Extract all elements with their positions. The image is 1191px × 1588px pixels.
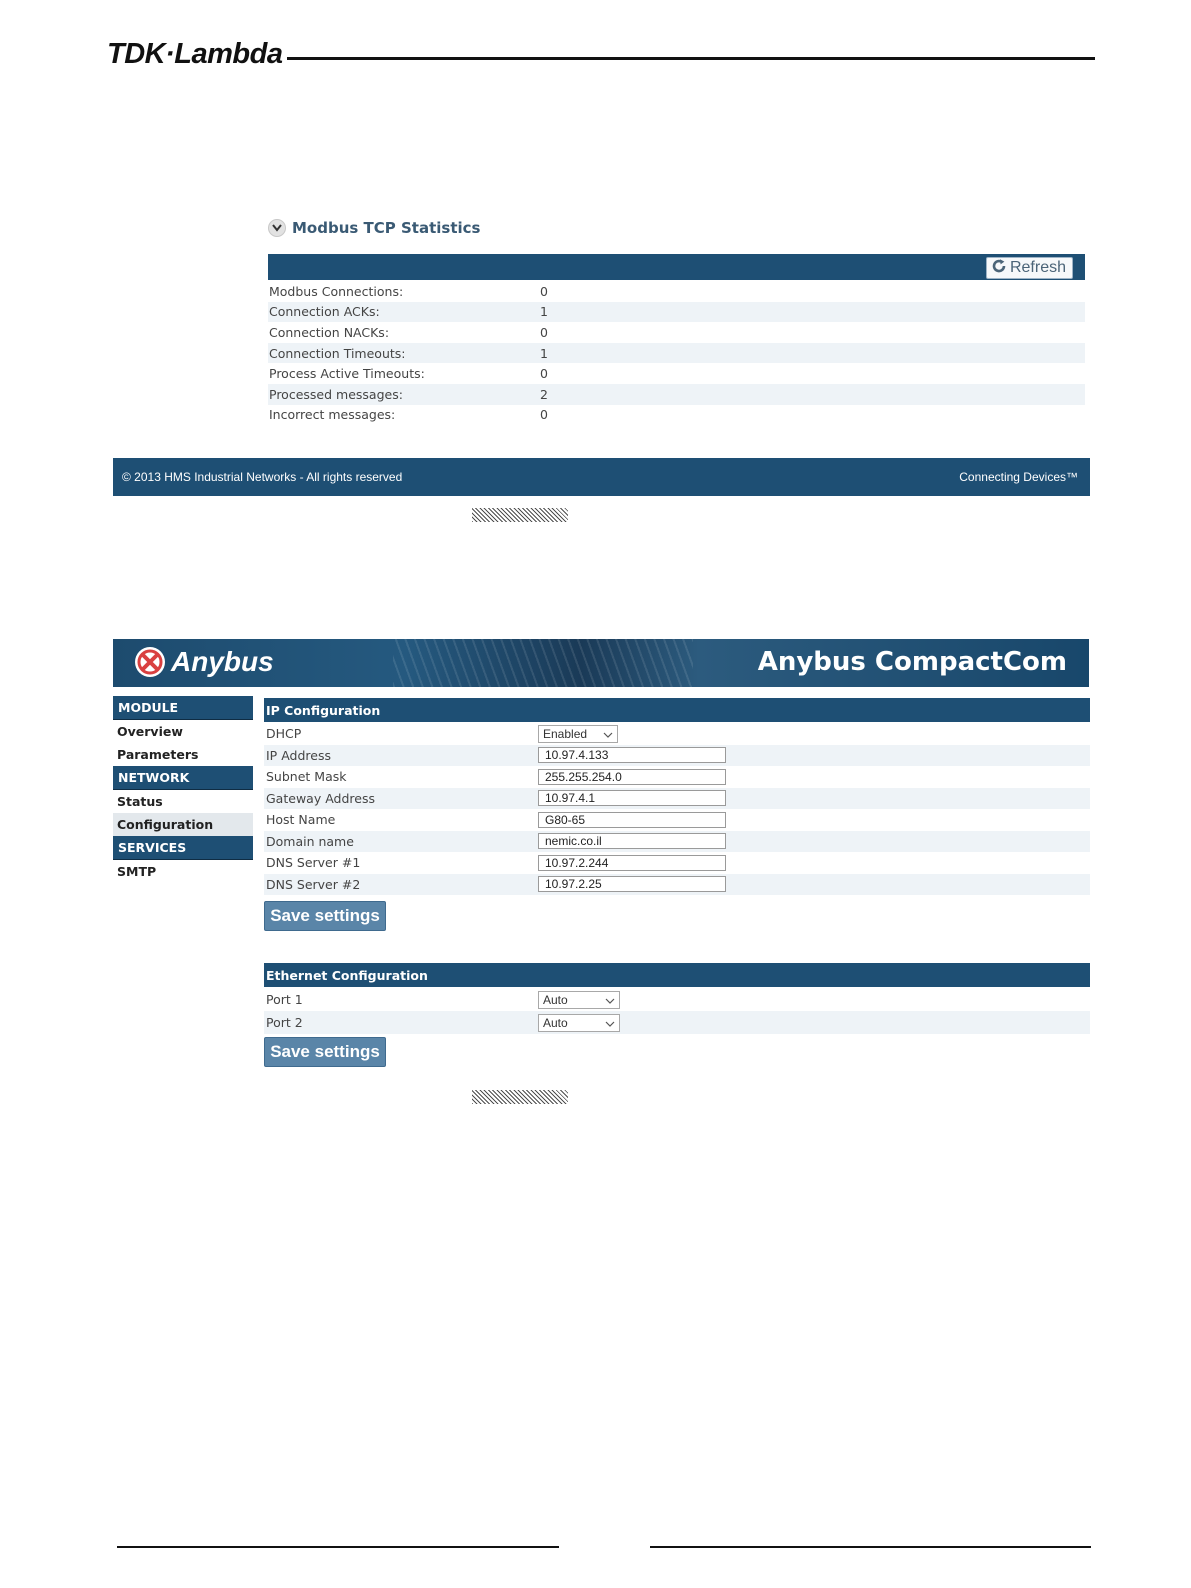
sidebar-item-smtp[interactable]: SMTP <box>117 864 157 879</box>
ip-address-field[interactable]: 10.97.4.133 <box>538 747 726 763</box>
table-row: Processed messages: 2 <box>268 384 1085 405</box>
dhcp-label: DHCP <box>266 726 302 742</box>
nav-heading-network: NETWORK <box>113 766 253 790</box>
table-row: Connection Timeouts: 1 <box>268 343 1085 364</box>
tagline-text: Connecting Devices™ <box>959 470 1078 484</box>
anybus-logo-icon <box>135 647 165 677</box>
form-row: DNS Server #2 10.97.2.25 <box>264 874 1090 896</box>
anybus-banner <box>113 639 1089 687</box>
form-row-port-2: Port 2 Auto <box>264 1011 1090 1034</box>
form-row: Domain name nemic.co.il <box>264 831 1090 853</box>
nav-heading-module: MODULE <box>113 696 253 720</box>
save-settings-button[interactable]: Save settings <box>264 1037 386 1067</box>
port-1-select[interactable]: Auto <box>538 991 620 1009</box>
form-row: IP Address 10.97.4.133 <box>264 745 1090 767</box>
nav-heading-services: SERVICES <box>113 836 253 860</box>
form-row: Subnet Mask 255.255.254.0 <box>264 766 1090 788</box>
gateway-address-field[interactable]: 10.97.4.1 <box>538 790 726 806</box>
sidebar-item-parameters[interactable]: Parameters <box>117 747 199 762</box>
host-name-field[interactable]: G80-65 <box>538 812 726 828</box>
sidebar-item-status[interactable]: Status <box>117 794 163 809</box>
form-row-dhcp <box>264 723 1090 745</box>
table-row: Connection ACKs: 1 <box>268 302 1085 323</box>
dns-server-2-field[interactable]: 10.97.2.25 <box>538 876 726 892</box>
dns-server-1-field[interactable]: 10.97.2.244 <box>538 855 726 871</box>
ip-config-heading: IP Configuration <box>264 698 1090 722</box>
ethernet-config-form <box>264 988 1090 1034</box>
sidebar-item-overview[interactable]: Overview <box>117 724 183 739</box>
port-2-select[interactable]: Auto <box>538 1014 620 1032</box>
footer-rule-left <box>117 1546 559 1548</box>
copyright-text: © 2013 HMS Industrial Networks - All rights reserved <box>122 470 403 484</box>
header-rule <box>287 57 1095 60</box>
sidebar <box>113 696 253 883</box>
save-settings-button[interactable]: Save settings <box>264 901 386 931</box>
stats-toolbar <box>268 254 1085 280</box>
chevron-down-icon <box>603 727 613 741</box>
refresh-button[interactable] <box>986 257 1073 279</box>
ip-config-form <box>264 723 1090 895</box>
chevron-down-icon <box>605 993 615 1007</box>
anybus-logo: Anybus <box>171 646 274 677</box>
section-title: Modbus TCP Statistics <box>292 219 481 237</box>
banner-pattern <box>393 639 693 687</box>
ethernet-config-heading: Ethernet Configuration <box>264 963 1090 987</box>
table-row: Incorrect messages: 0 <box>269 407 548 423</box>
table-row: Process Active Timeouts: 0 <box>269 366 548 382</box>
domain-name-field[interactable]: nemic.co.il <box>538 833 726 849</box>
table-row: Connection NACKs: 0 <box>269 324 548 340</box>
chevron-down-icon[interactable] <box>268 219 286 237</box>
tdk-lambda-logo: TDK·Lambda <box>107 38 283 70</box>
refresh-label: Refresh <box>1009 259 1066 276</box>
form-row: DNS Server #1 10.97.2.244 <box>264 852 1090 874</box>
table-row: Modbus Connections: 0 <box>269 283 548 299</box>
redaction-mark <box>472 508 568 522</box>
modbus-stats-header[interactable] <box>268 217 480 239</box>
form-row: Host Name G80-65 <box>264 809 1090 831</box>
modbus-stats-table <box>268 281 1085 425</box>
redaction-mark <box>472 1090 568 1104</box>
subnet-mask-field[interactable]: 255.255.254.0 <box>538 769 726 785</box>
footer-rule-right <box>650 1546 1091 1548</box>
chevron-down-icon <box>605 1016 615 1030</box>
dhcp-select[interactable]: Enabled <box>538 725 618 743</box>
sidebar-item-configuration[interactable]: Configuration <box>113 813 253 836</box>
form-row: Gateway Address 10.97.4.1 <box>264 788 1090 810</box>
form-row-port-1: Port 1 Auto <box>264 988 1090 1011</box>
hms-footer <box>113 458 1090 496</box>
refresh-icon <box>991 258 1007 279</box>
product-title: Anybus CompactCom <box>757 647 1067 677</box>
